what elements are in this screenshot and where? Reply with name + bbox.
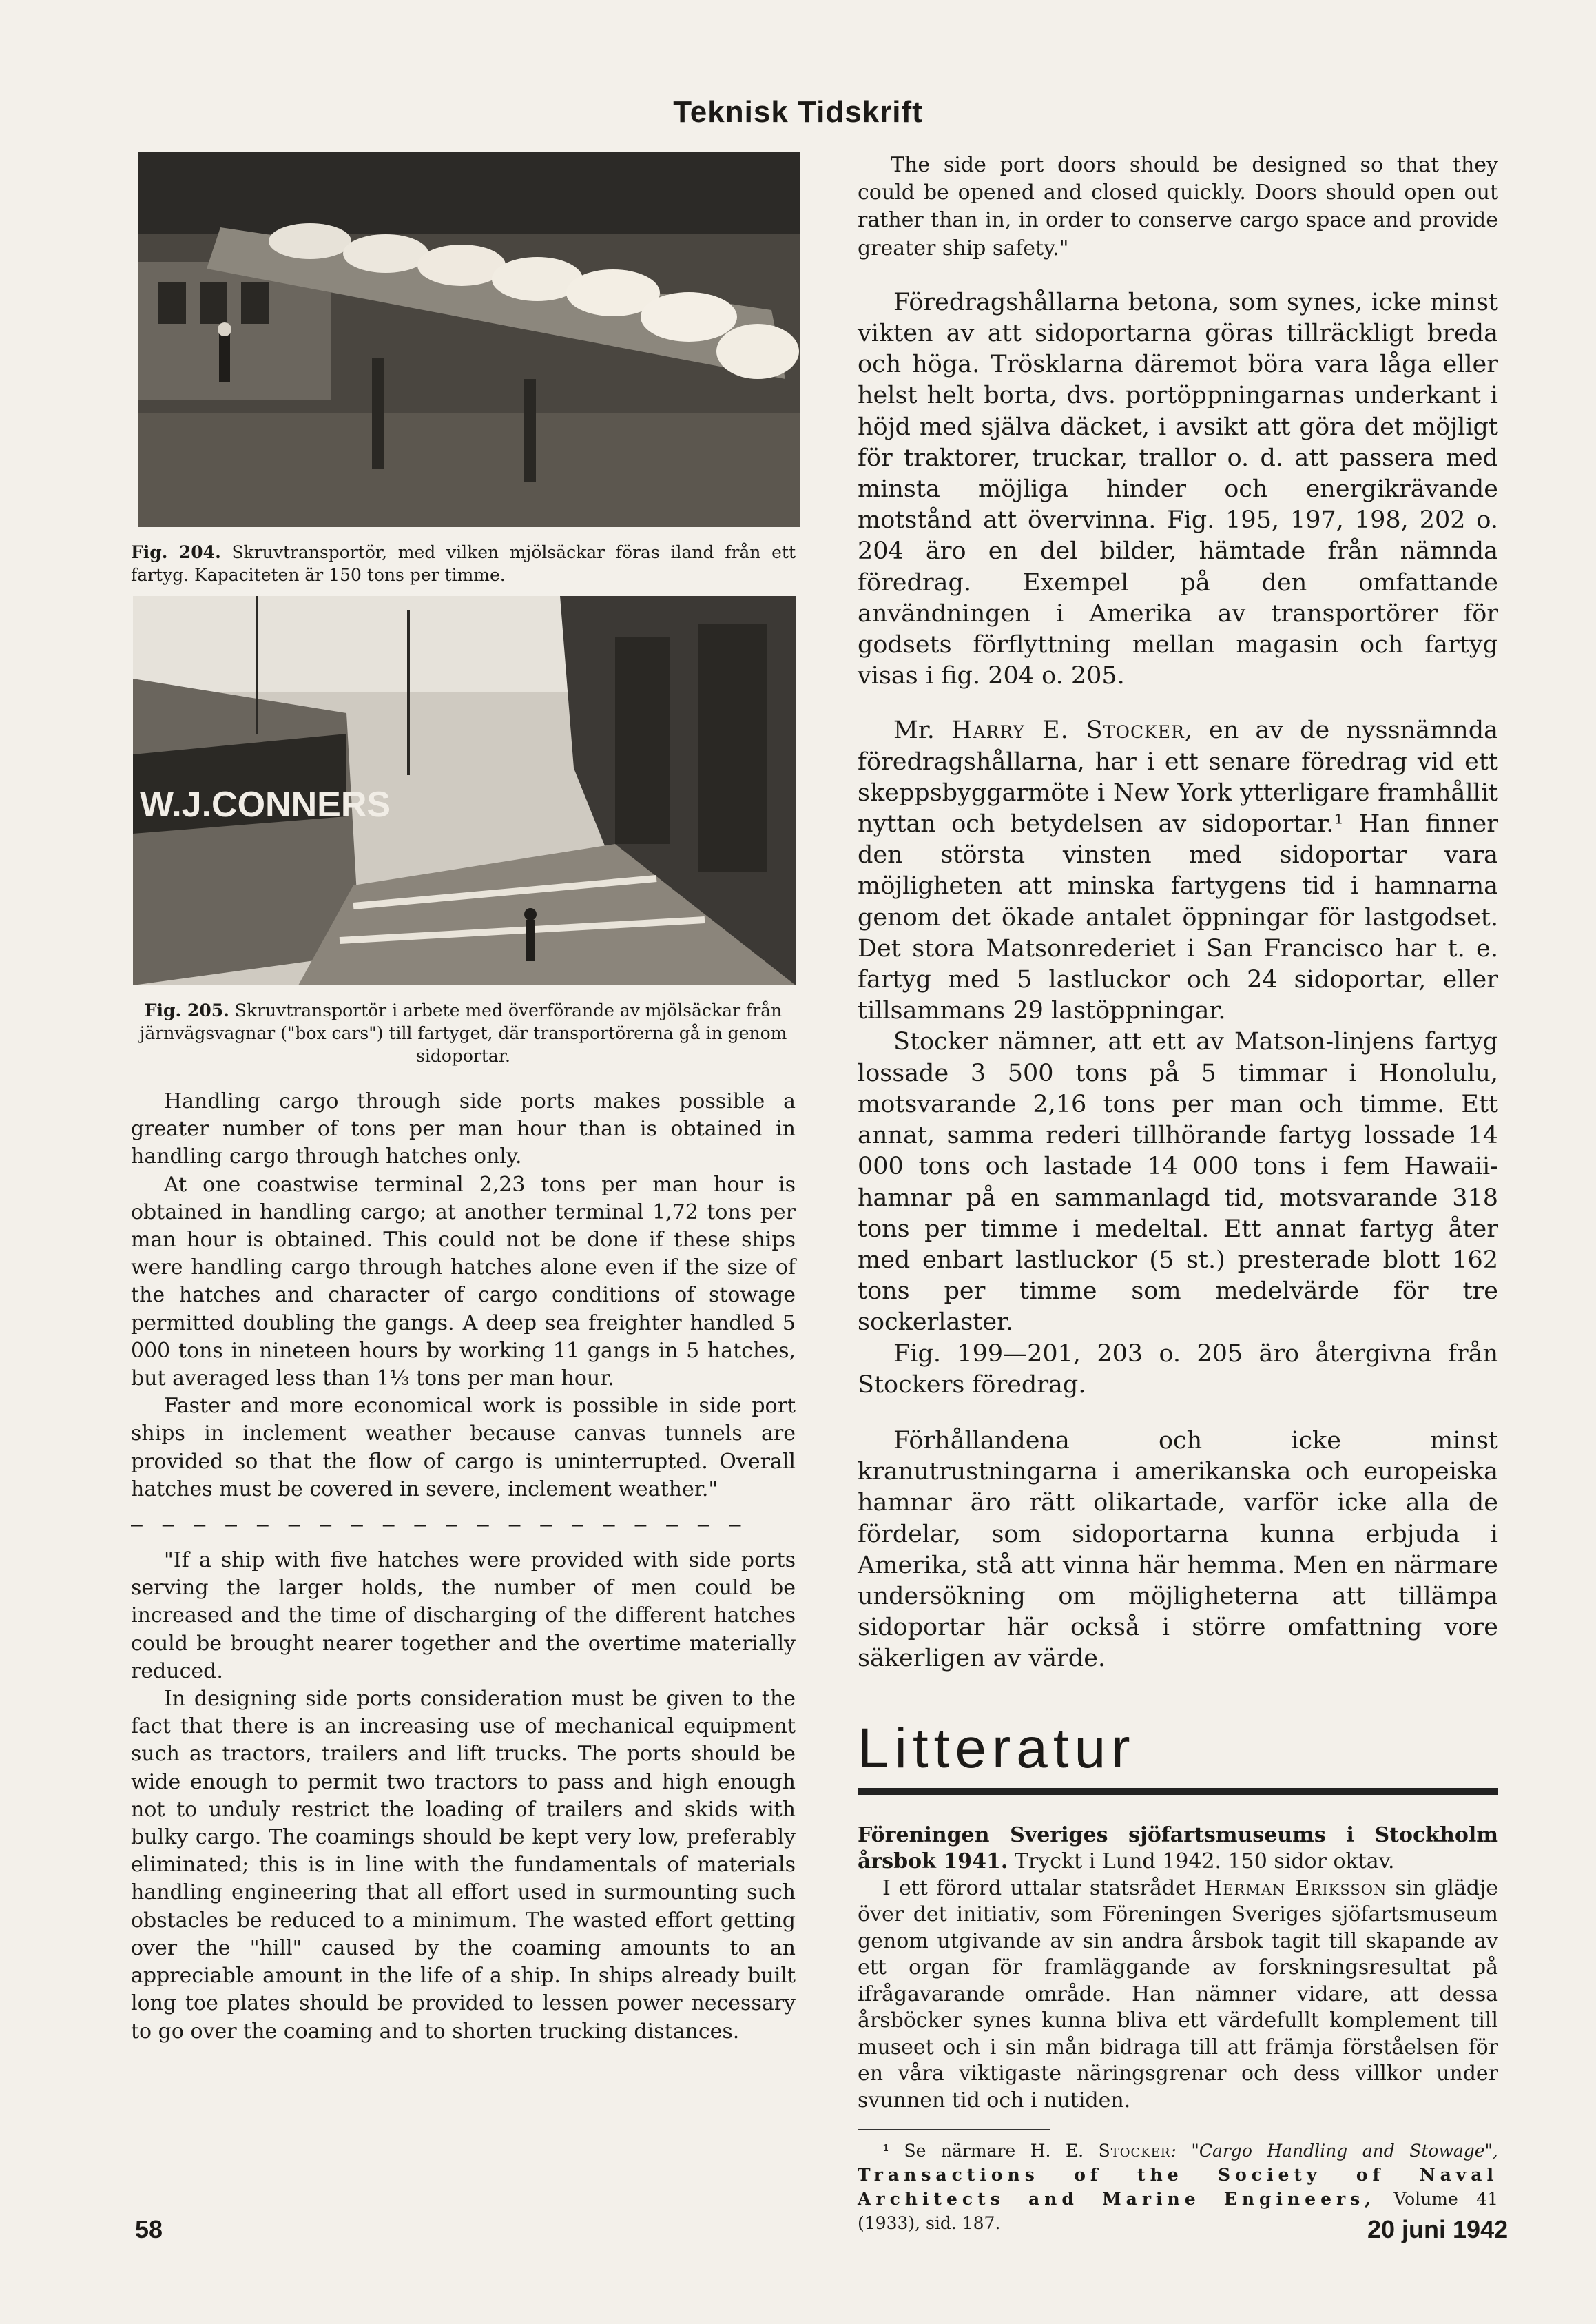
page-number: 58 xyxy=(135,2215,163,2243)
footnote-text-a: ¹ Se närmare H. E. xyxy=(882,2141,1099,2161)
footnote-series: Transactions of the Society of Naval Architects and Marine Engineers, xyxy=(858,2165,1498,2210)
footnote-name: Stocker xyxy=(1098,2141,1171,2161)
right-paragraph-3-text: , en av de nyssnämnda föredragshållarna, har i ett senare föredrag vid ett skeppsbyggarmöte i New York ytterligare framhållit nyttan och betydelsen av sidoportar.¹ Han finner den största vinsten med sidoportar vara möjligheten att minska fartygens tid i hamnarna genom det ökade antalet öppningar för lastgodset. Det stora Matsonrederiet i San Francisco har t. e. fartyg med 5 lastluckor och 24 sidoportar, eller tillsammans 29 lastöppningar. xyxy=(858,717,1498,1025)
right-paragraph-3 xyxy=(858,715,1498,1027)
review-heading-line xyxy=(858,1822,1498,1875)
left-column xyxy=(131,152,796,2046)
footnote-title: : "Cargo Handling and Stowage", xyxy=(1170,2141,1498,2161)
review-person-name: Herman Eriksson xyxy=(1204,1875,1387,1900)
right-paragraph-4: Stocker nämner, att ett av Matson-linjens fartyg lossade 3 500 tons på 5 timmar i Honolulu, motsvarande 2,16 tons per man och timme. Ett annat, samma rederi tillhörande fartyg lossade 14 000 tons och lastade 14 000 tons i fem Hawaii-hamnar på en sammanlagd tid, motsvarande 318 tons per timme i medeltal. Ett annat fartyg åter med enbart lastluckor (5 st.) presterade blott 162 tons per timme som medelvärde för tre sockerlaster. xyxy=(858,1028,1498,1337)
section-separator: — — — — — — — — — — — — — — — — — — — — xyxy=(131,1513,745,1536)
litteratur-heading: Litteratur xyxy=(858,1716,1498,1795)
left-paragraph-4: "If a ship with five hatches were provided with side ports serving the larger holds, the number of men could be increased and the time of discharging of the different hatches could be brought nearer together and the overtime materially reduced. xyxy=(131,1548,796,1683)
footnote-text-b: Volume 41 (1933), sid. 187. xyxy=(858,2189,1499,2234)
left-paragraph-2: At one coastwise terminal 2,23 tons per man hour is obtained in handling cargo; at another terminal 1,72 tons per man hour is obtained. This could not be done if these ships were handling cargo through hatches alone even if the size of the hatches and character of cargo conditions of stowage permitted doubling the gangs. A deep sea freighter handled 5 000 tons in nineteen hours by working 11 gangs in 5 hatches, but averaged less than 1⅓ tons per man hour. xyxy=(131,1172,796,1391)
review-title: Föreningen Sveriges sjöfartsmuseums i Stockholm årsbok 1941. xyxy=(858,1822,1498,1874)
review-meta: Tryckt i Lund 1942. 150 sidor oktav. xyxy=(1008,1849,1395,1874)
journal-title: Teknisk Tidskrift xyxy=(673,95,923,129)
review-text-a: I ett förord uttalar statsrådet xyxy=(882,1875,1205,1900)
right-column xyxy=(858,152,1498,2235)
right-paragraph-2: Föredragshållarna betona, som synes, icke minst vikten av att sidoportarna göras tillräckligt breda och höga. Trösklarna däremot böra vara låga eller helst helt borta, dvs. portöppningarnas underkant i höjd med själva däcket, i avsikt att göra det möjligt för traktorer, truckar, trallor o. d. att passera med minsta möjliga hinder och energikrävande motstånd att övervinna. Fig. 195, 197, 198, 202 o. 204 äro en del bilder, hämtade från nämnda föredrag. Exempel på den omfattande användningen i Amerika av transportörer för godsets förflyttning mellan magasin och fartyg visas i fig. 204 o. 205. xyxy=(858,288,1498,690)
right-paragraph-5: Fig. 199—201, 203 o. 205 äro återgivna från Stockers föredrag. xyxy=(858,1339,1498,1399)
figure-205-caption-text: Skruvtransportör i arbete med överförande av mjölsäckar från järnvägsvagnar ("box cars") till fartyget, där transportörerna gå in genom sidoportar. xyxy=(139,1000,787,1066)
footnote-rule xyxy=(858,2129,1050,2130)
issue-date: 20 juni 1942 xyxy=(1367,2215,1509,2243)
mr-prefix: Mr. xyxy=(893,717,935,745)
left-paragraph-1: Handling cargo through side ports makes possible a greater number of tons per man hour than is obtained in handling cargo through hatches only. xyxy=(131,1089,796,1169)
review-paragraph xyxy=(858,1875,1498,2115)
review-text-b: sin glädje över det initiativ, som Föreningen Sveriges sjöfartsmuseum genom utgivande av sin andra årsbok tagit till skapande av ett organ för framläggande av forskningsresultat på ifrågavarande område. Han nämner vidare, att dessa årsböcker synes kunna bliva ett värdefullt komplement till museet och i sin mån bidraga till att främja förståelsen för en våra viktigaste näringsgrenar och dess villkor under svunnen tid och i nutiden. xyxy=(858,1875,1498,2112)
figure-204-caption-text: Skruvtransportör, med vilken mjölsäckar föras iland från ett fartyg. Kapaciteten är 150 tons per timme. xyxy=(131,542,796,585)
ship-name-text: W.J.CONNERS xyxy=(140,785,391,825)
figure-205-number: Fig. 205. xyxy=(144,1000,229,1020)
stocker-name: Harry E. Stocker xyxy=(951,717,1185,745)
left-paragraph-5: In designing side ports consideration must be given to the fact that there is an increasing use of mechanical equipment such as tractors, trailers and lift trucks. The ports should be wide enough to permit two tractors to pass and high enough not to unduly restrict the loading of trailers and skids with bulky cargo. The coamings should be kept very low, preferably eliminated; this is in line with the fundamentals of materials handling engineering that all effort used in surmounting such obstacles be reduced to a minimum. The wasted effort getting over the "hill" caused by the coaming amounts to an appreciable amount in the life of a ship. In ships already built long toe plates should be provided to lessen power necessary to go over the coaming and to shorten trucking distances. xyxy=(131,1687,796,2044)
figure-205-photo xyxy=(133,596,796,985)
figure-204-photo xyxy=(138,152,800,527)
right-paragraph-6: Förhållandena och icke minst kranutrustningarna i amerikanska och europeiska hamnar äro rätt olikartade, varför icke alla de fördelar, som sidoportarna kunna erbjuda i Amerika, stå att vinna här hemma. Men en närmare undersökning om möjligheterna att tillämpa sidoportar här också i större omfattning vore säkerligen av värde. xyxy=(858,1426,1498,1673)
figure-204-number: Fig. 204. xyxy=(131,542,221,562)
right-paragraph-1: The side port doors should be designed so that they could be opened and closed quickly. Doors should open out rather than in, in order to conserve cargo space and provide greater ship safety." xyxy=(858,153,1498,260)
figure-204-caption xyxy=(131,541,796,586)
left-paragraph-3: Faster and more economical work is possible in side port ships in inclement weather because canvas tunnels are provided so that the flow of cargo is uninterrupted. Overall hatches must be covered in severe, inclement weather." xyxy=(131,1394,796,1501)
figure-205-caption xyxy=(131,999,796,1067)
